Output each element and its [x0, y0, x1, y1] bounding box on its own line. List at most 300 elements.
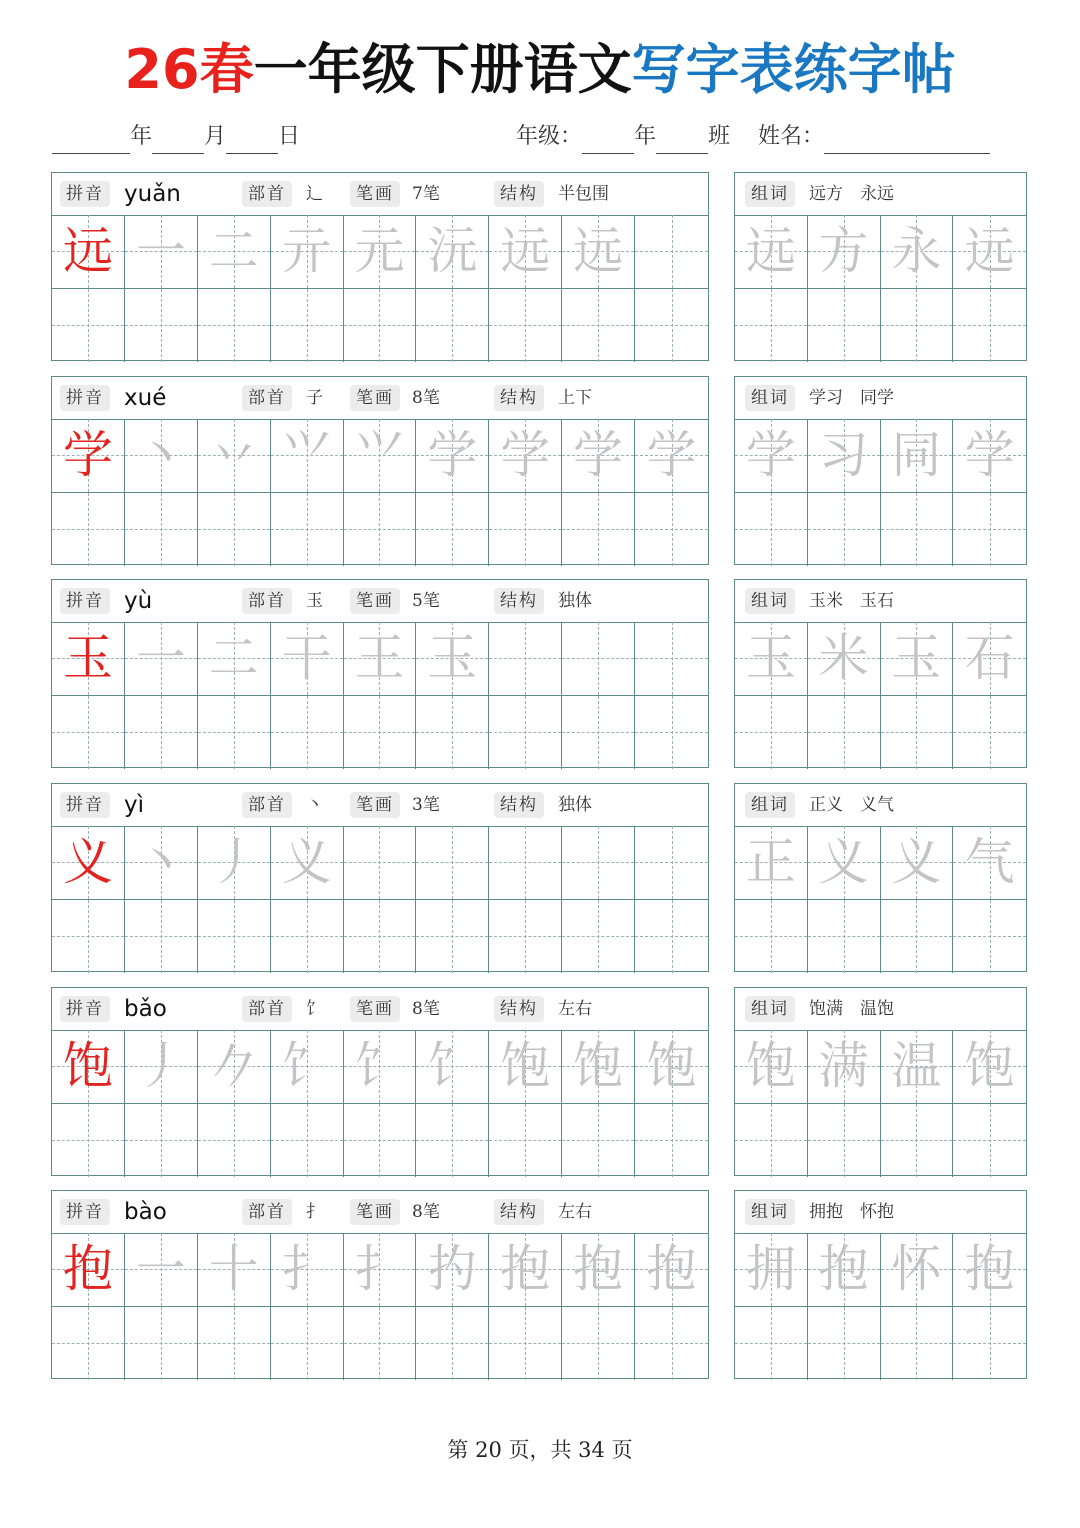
grid-cell[interactable]	[562, 696, 635, 770]
guide-line-horizontal	[808, 936, 880, 937]
guide-line-horizontal	[344, 1140, 416, 1141]
stroke-order-step: 沅	[427, 222, 478, 281]
words-label: 组词	[745, 1199, 795, 1225]
word-trace-character: 拥	[745, 1240, 796, 1299]
radical-label: 部首	[242, 385, 292, 411]
strokes-label: 笔画	[350, 1199, 400, 1225]
word-trace-character: 义	[818, 833, 869, 892]
grid-cell[interactable]	[52, 826, 125, 900]
grid-cell[interactable]	[416, 1104, 489, 1178]
guide-line-horizontal	[52, 936, 124, 937]
guide-line-horizontal	[735, 1343, 807, 1344]
year-label: 年	[130, 124, 153, 149]
radical-label: 部首	[242, 181, 292, 207]
grid-cell[interactable]	[808, 1307, 881, 1381]
word-info-bar	[735, 784, 1026, 827]
grid-cell[interactable]	[416, 1030, 489, 1104]
stroke-order-step: 干	[281, 629, 332, 688]
grid-cell[interactable]	[735, 419, 808, 493]
guide-line-horizontal	[881, 732, 953, 733]
word-trace-character: 玉	[891, 629, 942, 688]
pinyin-value: yù	[124, 588, 153, 614]
grid-cell[interactable]	[489, 419, 562, 493]
radical-label: 部首	[242, 792, 292, 818]
radical-value: 辶	[306, 184, 323, 204]
month-label: 月	[204, 124, 227, 149]
grid-cell[interactable]	[344, 900, 417, 974]
grid-cell[interactable]	[808, 215, 881, 289]
grade-blank[interactable]	[582, 123, 634, 154]
grid-cell[interactable]	[953, 493, 1026, 567]
grid-cell[interactable]	[735, 622, 808, 696]
guide-line-horizontal	[125, 936, 197, 937]
name-blank[interactable]	[824, 123, 990, 154]
words-label: 组词	[745, 385, 795, 411]
grid-cell[interactable]	[881, 1307, 954, 1381]
grid-cell[interactable]	[881, 289, 954, 363]
grid-cell[interactable]	[735, 826, 808, 900]
guide-line-horizontal	[808, 1140, 880, 1141]
words-value: 学习 同学	[809, 388, 894, 408]
radical-value: 丶	[306, 795, 323, 815]
title-suffix: 写字表练字帖	[631, 38, 956, 101]
grid-cell[interactable]	[808, 493, 881, 567]
pinyin-label: 拼音	[60, 385, 110, 411]
grid-cell[interactable]	[808, 622, 881, 696]
stroke-order-step: 饱	[646, 1037, 697, 1096]
grid-cell[interactable]	[881, 826, 954, 900]
pinyin-label: 拼音	[60, 588, 110, 614]
word-trace-character: 义	[891, 833, 942, 892]
grid-cell[interactable]	[881, 1030, 954, 1104]
grid-cell[interactable]	[271, 826, 344, 900]
grid-cell[interactable]	[562, 289, 635, 363]
grid-cell[interactable]	[52, 900, 125, 974]
guide-line-horizontal	[416, 862, 488, 863]
grid-cell[interactable]	[635, 1233, 708, 1307]
grid-cell[interactable]	[198, 289, 271, 363]
guide-line-horizontal	[562, 936, 634, 937]
grid-cell[interactable]	[52, 622, 125, 696]
word-trace-character: 抱	[818, 1240, 869, 1299]
grid-cell[interactable]	[271, 289, 344, 363]
guide-line-horizontal	[344, 862, 416, 863]
grid-cell[interactable]	[125, 696, 198, 770]
structure-value: 上下	[558, 388, 592, 408]
grid-cell[interactable]	[344, 1307, 417, 1381]
word-block	[734, 987, 1027, 1176]
word-practice-grid	[735, 826, 1026, 971]
grid-cell[interactable]	[52, 1104, 125, 1178]
page-title	[0, 34, 1080, 106]
grid-cell[interactable]	[635, 900, 708, 974]
grid-cell[interactable]	[416, 900, 489, 974]
stroke-order-step: 扚	[427, 1240, 478, 1299]
guide-line-horizontal	[489, 1343, 561, 1344]
structure-value: 半包围	[558, 184, 609, 204]
grid-cell[interactable]	[808, 826, 881, 900]
strokes-label: 笔画	[350, 996, 400, 1022]
stroke-order-step: 学	[646, 426, 697, 485]
word-trace-character: 饱	[745, 1037, 796, 1096]
grid-cell[interactable]	[52, 493, 125, 567]
model-character: 学	[62, 426, 113, 485]
guide-line-horizontal	[198, 732, 270, 733]
stroke-order-step: 扌	[281, 1240, 332, 1299]
grid-cell[interactable]	[953, 900, 1026, 974]
guide-line-horizontal	[735, 936, 807, 937]
guide-line-horizontal	[125, 1343, 197, 1344]
guide-line-horizontal	[344, 1343, 416, 1344]
grid-cell[interactable]	[198, 419, 271, 493]
grid-cell[interactable]	[562, 1030, 635, 1104]
grid-cell[interactable]	[198, 493, 271, 567]
grid-cell[interactable]	[125, 1233, 198, 1307]
grid-cell[interactable]	[489, 696, 562, 770]
grid-cell[interactable]	[953, 826, 1026, 900]
words-value: 远方 永远	[809, 184, 894, 204]
grid-cell[interactable]	[953, 1030, 1026, 1104]
word-trace-character: 学	[745, 426, 796, 485]
pinyin-label: 拼音	[60, 181, 110, 207]
grid-cell[interactable]	[562, 493, 635, 567]
grid-cell[interactable]	[271, 900, 344, 974]
grid-cell[interactable]	[489, 622, 562, 696]
radical-value: 饣	[306, 999, 323, 1019]
grid-cell[interactable]	[271, 419, 344, 493]
grid-cell[interactable]	[808, 289, 881, 363]
guide-line-horizontal	[489, 862, 561, 863]
stroke-order-step: 亓	[281, 222, 332, 281]
name-label: 姓名：	[758, 124, 825, 149]
guide-line-horizontal	[416, 732, 488, 733]
grid-cell[interactable]	[562, 1233, 635, 1307]
grid-cell[interactable]	[881, 696, 954, 770]
guide-line-horizontal	[635, 325, 708, 326]
character-info-bar	[52, 580, 708, 623]
grid-cell[interactable]	[635, 1104, 708, 1178]
structure-value: 左右	[558, 1202, 592, 1222]
word-block	[734, 579, 1027, 768]
grid-cell[interactable]	[125, 1307, 198, 1381]
grid-cell[interactable]	[198, 1030, 271, 1104]
guide-line-horizontal	[489, 658, 561, 659]
stroke-order-step: 饣	[281, 1037, 332, 1096]
grid-cell[interactable]	[52, 289, 125, 363]
guide-line-horizontal	[735, 732, 807, 733]
grid-cell[interactable]	[881, 215, 954, 289]
pinyin-label: 拼音	[60, 996, 110, 1022]
stroke-order-step: 饱	[500, 1037, 551, 1096]
grid-cell[interactable]	[953, 622, 1026, 696]
grid-cell[interactable]	[562, 215, 635, 289]
guide-line-horizontal	[344, 529, 416, 530]
guide-line-horizontal	[489, 936, 561, 937]
strokes-value: 8笔	[412, 999, 440, 1019]
stroke-order-step: 丿	[135, 1037, 186, 1096]
grid-cell[interactable]	[416, 419, 489, 493]
grid-cell[interactable]	[271, 696, 344, 770]
grid-cell[interactable]	[881, 622, 954, 696]
grid-cell[interactable]	[125, 1104, 198, 1178]
grid-cell[interactable]	[489, 1030, 562, 1104]
grid-cell[interactable]	[808, 1104, 881, 1178]
grid-cell[interactable]	[125, 215, 198, 289]
model-character: 义	[62, 833, 113, 892]
grid-cell[interactable]	[198, 900, 271, 974]
guide-line-horizontal	[735, 529, 807, 530]
grid-cell[interactable]	[635, 289, 708, 363]
stroke-order-step: 抱	[646, 1240, 697, 1299]
grid-cell[interactable]	[344, 622, 417, 696]
grid-cell[interactable]	[416, 493, 489, 567]
grid-cell[interactable]	[735, 215, 808, 289]
character-block	[51, 987, 709, 1176]
guide-line-horizontal	[735, 1140, 807, 1141]
grid-cell[interactable]	[808, 1233, 881, 1307]
word-trace-character: 永	[891, 222, 942, 281]
grid-cell[interactable]	[198, 826, 271, 900]
grid-cell[interactable]	[735, 493, 808, 567]
grid-cell[interactable]	[953, 215, 1026, 289]
grid-cell[interactable]	[489, 1104, 562, 1178]
grid-cell[interactable]	[635, 1307, 708, 1381]
grid-cell[interactable]	[808, 696, 881, 770]
stroke-order-step: 义	[281, 833, 332, 892]
pinyin-label: 拼音	[60, 792, 110, 818]
grid-cell[interactable]	[953, 1307, 1026, 1381]
guide-line-horizontal	[562, 862, 634, 863]
word-trace-character: 温	[891, 1037, 942, 1096]
grid-cell[interactable]	[562, 1307, 635, 1381]
strokes-value: 7笔	[412, 184, 440, 204]
guide-line-horizontal	[562, 529, 634, 530]
grid-cell[interactable]	[562, 419, 635, 493]
grid-cell[interactable]	[271, 1233, 344, 1307]
grid-cell[interactable]	[344, 215, 417, 289]
guide-line-horizontal	[635, 529, 708, 530]
guide-line-horizontal	[808, 529, 880, 530]
grid-cell[interactable]	[489, 1233, 562, 1307]
structure-value: 左右	[558, 999, 592, 1019]
grid-cell[interactable]	[953, 289, 1026, 363]
month-blank[interactable]	[152, 123, 204, 154]
character-info-bar	[52, 1191, 708, 1234]
grid-cell[interactable]	[271, 1307, 344, 1381]
words-value: 饱满 温饱	[809, 999, 894, 1019]
guide-line-horizontal	[562, 658, 634, 659]
grid-cell[interactable]	[635, 1030, 708, 1104]
stroke-order-step: 二	[208, 222, 259, 281]
grid-cell[interactable]	[198, 1233, 271, 1307]
grid-cell[interactable]	[735, 1233, 808, 1307]
guide-line-horizontal	[125, 529, 197, 530]
stroke-practice-grid	[52, 826, 708, 971]
stroke-order-step: 抱	[500, 1240, 551, 1299]
grid-cell[interactable]	[344, 419, 417, 493]
grid-cell[interactable]	[735, 1104, 808, 1178]
grid-cell[interactable]	[344, 1030, 417, 1104]
guide-line-horizontal	[953, 1140, 1026, 1141]
grid-cell[interactable]	[52, 419, 125, 493]
grid-cell[interactable]	[489, 215, 562, 289]
grid-cell[interactable]	[125, 826, 198, 900]
grid-cell[interactable]	[344, 1233, 417, 1307]
grid-cell[interactable]	[881, 900, 954, 974]
grid-cell[interactable]	[953, 1104, 1026, 1178]
guide-line-horizontal	[416, 325, 488, 326]
grid-cell[interactable]	[198, 1307, 271, 1381]
guide-line-horizontal	[125, 325, 197, 326]
word-trace-character: 抱	[964, 1240, 1015, 1299]
words-label: 组词	[745, 996, 795, 1022]
class-blank[interactable]	[656, 123, 708, 154]
grid-cell[interactable]	[52, 1307, 125, 1381]
grid-cell[interactable]	[635, 419, 708, 493]
grid-cell[interactable]	[416, 696, 489, 770]
grid-cell[interactable]	[344, 826, 417, 900]
grid-cell[interactable]	[735, 696, 808, 770]
day-blank[interactable]	[226, 123, 278, 154]
grid-cell[interactable]	[635, 622, 708, 696]
guide-line-horizontal	[881, 529, 953, 530]
guide-line-horizontal	[271, 529, 343, 530]
grid-cell[interactable]	[198, 622, 271, 696]
stroke-order-step: 王	[354, 629, 405, 688]
grid-cell[interactable]	[125, 493, 198, 567]
grid-cell[interactable]	[489, 289, 562, 363]
grid-cell[interactable]	[953, 419, 1026, 493]
grid-cell[interactable]	[271, 1104, 344, 1178]
guide-line-horizontal	[635, 732, 708, 733]
guide-line-horizontal	[198, 1343, 270, 1344]
stroke-practice-grid	[52, 622, 708, 767]
grid-cell[interactable]	[125, 1030, 198, 1104]
character-info-bar	[52, 173, 708, 216]
grid-cell[interactable]	[52, 1030, 125, 1104]
guide-line-horizontal	[198, 529, 270, 530]
grid-cell[interactable]	[416, 622, 489, 696]
word-block	[734, 1190, 1027, 1379]
word-trace-character: 习	[818, 426, 869, 485]
structure-label: 结构	[494, 588, 544, 614]
grid-cell[interactable]	[416, 1233, 489, 1307]
grid-cell[interactable]	[271, 215, 344, 289]
grid-cell[interactable]	[52, 215, 125, 289]
guide-line-horizontal	[808, 732, 880, 733]
grid-cell[interactable]	[416, 215, 489, 289]
grid-cell[interactable]	[198, 1104, 271, 1178]
grid-cell[interactable]	[635, 215, 708, 289]
grid-cell[interactable]	[271, 493, 344, 567]
strokes-label: 笔画	[350, 181, 400, 207]
word-practice-grid	[735, 419, 1026, 564]
grid-cell[interactable]	[808, 1030, 881, 1104]
grid-cell[interactable]	[52, 1233, 125, 1307]
grid-cell[interactable]	[198, 215, 271, 289]
stroke-order-step: 学	[427, 426, 478, 485]
grid-cell[interactable]	[953, 696, 1026, 770]
grid-cell[interactable]	[271, 622, 344, 696]
grid-cell[interactable]	[635, 696, 708, 770]
year-blank[interactable]	[52, 123, 130, 154]
structure-value: 独体	[558, 795, 592, 815]
grid-cell[interactable]	[125, 900, 198, 974]
strokes-label: 笔画	[350, 792, 400, 818]
grid-cell[interactable]	[489, 900, 562, 974]
grid-cell[interactable]	[735, 289, 808, 363]
grid-cell[interactable]	[416, 826, 489, 900]
word-trace-character: 怀	[891, 1240, 942, 1299]
grid-cell[interactable]	[635, 493, 708, 567]
grid-cell[interactable]	[735, 1307, 808, 1381]
stroke-order-step: 学	[500, 426, 551, 485]
grid-cell[interactable]	[489, 1307, 562, 1381]
grid-cell[interactable]	[562, 622, 635, 696]
character-block	[51, 1190, 709, 1379]
grid-cell[interactable]	[489, 826, 562, 900]
guide-line-horizontal	[52, 732, 124, 733]
page-number: 第 20 页，共 34 页	[447, 1438, 633, 1462]
grid-cell[interactable]	[808, 419, 881, 493]
guide-line-horizontal	[562, 1343, 634, 1344]
guide-line-horizontal	[52, 325, 124, 326]
word-practice-grid	[735, 1030, 1026, 1175]
grid-cell[interactable]	[198, 696, 271, 770]
words-value: 拥抱 怀抱	[809, 1202, 894, 1222]
grid-cell[interactable]	[808, 900, 881, 974]
grid-cell[interactable]	[344, 1104, 417, 1178]
grid-cell[interactable]	[881, 1233, 954, 1307]
guide-line-horizontal	[198, 936, 270, 937]
grid-cell[interactable]	[271, 1030, 344, 1104]
grid-cell[interactable]	[953, 1233, 1026, 1307]
grid-cell[interactable]	[562, 900, 635, 974]
grid-cell[interactable]	[735, 900, 808, 974]
stroke-order-step: 一	[135, 1240, 186, 1299]
grid-cell[interactable]	[881, 493, 954, 567]
guide-line-horizontal	[344, 732, 416, 733]
grid-cell[interactable]	[735, 1030, 808, 1104]
guide-line-horizontal	[881, 325, 953, 326]
radical-value: 扌	[306, 1202, 323, 1222]
grid-cell[interactable]	[344, 493, 417, 567]
grid-cell[interactable]	[125, 622, 198, 696]
words-label: 组词	[745, 181, 795, 207]
grid-cell[interactable]	[416, 1307, 489, 1381]
grid-cell[interactable]	[125, 419, 198, 493]
grid-cell[interactable]	[125, 289, 198, 363]
guide-line-horizontal	[562, 325, 634, 326]
grid-cell[interactable]	[881, 419, 954, 493]
structure-label: 结构	[494, 996, 544, 1022]
guide-line-horizontal	[198, 325, 270, 326]
guide-line-horizontal	[635, 251, 708, 252]
grid-cell[interactable]	[562, 826, 635, 900]
guide-line-horizontal	[489, 1140, 561, 1141]
guide-line-horizontal	[953, 936, 1026, 937]
grid-cell[interactable]	[635, 826, 708, 900]
grid-cell[interactable]	[416, 289, 489, 363]
grid-cell[interactable]	[881, 1104, 954, 1178]
grid-cell[interactable]	[489, 493, 562, 567]
grid-cell[interactable]	[52, 696, 125, 770]
grid-cell[interactable]	[344, 289, 417, 363]
word-practice-grid	[735, 622, 1026, 767]
grid-cell[interactable]	[562, 1104, 635, 1178]
guide-line-horizontal	[416, 529, 488, 530]
grid-cell[interactable]	[344, 696, 417, 770]
